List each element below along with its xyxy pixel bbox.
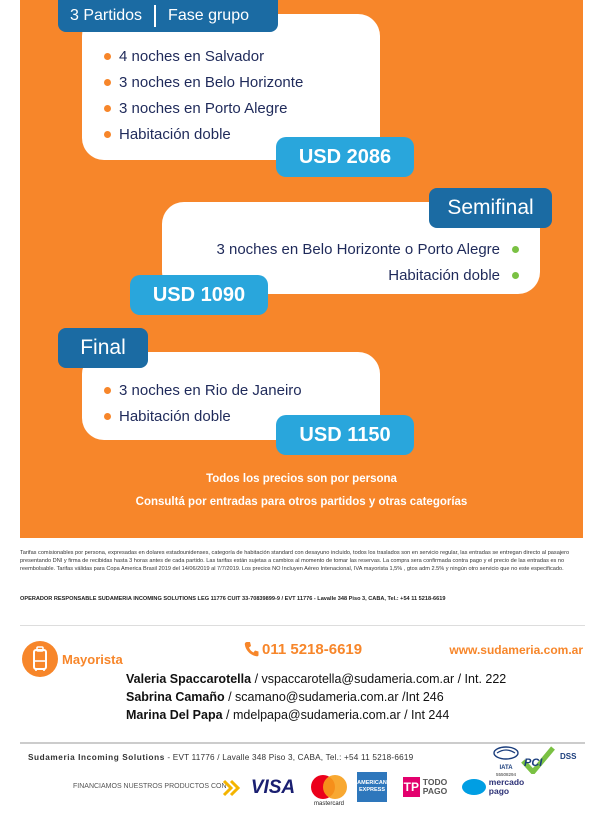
bullet-icon — [512, 246, 519, 253]
group-stage-price: USD 2086 — [276, 137, 414, 177]
mercadopago-text — [489, 778, 524, 796]
operator-line: OPERADOR RESPONSABLE SUDAMERIA INCOMING SOLUTIONS LEG 11776 CUIT 33-70839899-9 / EVT 11776 - Lavalle 348 Piso 3, CABA, Tel.: +54 11 5218-6619 — [20, 596, 446, 602]
iata-label: IATA — [499, 765, 513, 771]
todopago-line-1: TODO — [422, 777, 448, 787]
suitcase-icon — [22, 641, 58, 677]
handshake-icon — [462, 779, 486, 795]
company-address: - EVT 11776 / Lavalle 348 Piso 3, CABA, Tel.: +54 11 5218-6619 — [164, 753, 414, 762]
iata-code: 55508294 — [495, 772, 517, 777]
contact-detail[interactable]: / scamano@sudameria.com.ar /Int 246 — [224, 690, 444, 704]
chevron-right-icon — [222, 778, 242, 798]
list-item-label: Habitación doble — [119, 407, 231, 425]
dss-logo — [556, 746, 586, 774]
bullet-icon — [104, 131, 111, 138]
contact-list — [126, 672, 506, 726]
mercadopago-line-1: mercado — [488, 777, 525, 787]
website-link[interactable]: www.sudameria.com.ar — [449, 643, 583, 657]
per-person-note: Todos los precios son por persona — [206, 473, 397, 485]
list-item-label: 3 noches en Belo Horizonte — [119, 73, 304, 91]
list-item — [104, 95, 303, 121]
final-list — [104, 377, 302, 429]
todopago-text — [423, 778, 447, 796]
consult-note: Consultá por entradas para otros partidos y otras categorías — [135, 496, 468, 508]
list-item-label: Habitación doble — [119, 125, 231, 143]
mercadopago-line-2: pago — [488, 786, 510, 796]
semifinal-tab: Semifinal — [429, 188, 552, 228]
amex-logo — [357, 772, 387, 802]
group-stage-tab-subtitle: Fase grupo — [168, 7, 249, 24]
phone-number[interactable]: 011 5218-6619 — [262, 641, 363, 658]
iata-globe-icon — [493, 746, 519, 760]
mercadopago-logo — [457, 772, 529, 802]
contact-row — [126, 672, 506, 690]
bullet-icon — [104, 53, 111, 60]
fine-print: Tarifas comisionables por persona, expresadas en dolares estadounidenses, categoría de habitación standard con desayuno incluido, todos los traslados son en servicio regular, las entradas se entregan directo al pasajero presentando DNI y firma de recibidas hasta 3 horas antes de cada partido. Las tarifas están sujetas a cambios al momento de tomar las reservas. La compra sera confirmada contra pago y el precio de las entradas es no reembolsable. Tarifas válidas para Copa America Brasil 2019 del 14/06/2019 al 7/7/2019. Los precios NO Incluyen Aéreo Intenacional, IVA mayorista 1,5% , gtos adm 2.5% y ningún otro servicio que no este especificado. — [20, 550, 570, 572]
divider — [20, 625, 585, 626]
final-price: USD 1150 — [276, 415, 414, 455]
list-item — [104, 121, 303, 147]
contact-name: Valeria Spaccarotella — [126, 672, 252, 686]
phone-icon — [244, 641, 259, 661]
list-item-label: Habitación doble — [388, 266, 500, 284]
group-stage-list — [104, 43, 303, 147]
mastercard-label: mastercard — [313, 801, 344, 807]
list-item-label: 3 noches en Porto Alegre — [119, 99, 288, 117]
list-item-label: 4 noches en Salvador — [119, 47, 265, 65]
company-footer — [28, 753, 413, 762]
list-item — [104, 43, 303, 69]
todopago-mark: TP — [403, 777, 420, 797]
final-tab: Final — [58, 328, 148, 368]
mastercard-logo — [307, 772, 351, 810]
mastercard-circles-icon — [309, 775, 349, 799]
semifinal-price: USD 1090 — [130, 275, 268, 315]
contact-detail[interactable]: / vspaccarotella@sudameria.com.ar / Int. 222 — [251, 672, 507, 686]
bullet-icon — [104, 387, 111, 394]
list-item-label: 3 noches en Rio de Janeiro — [119, 381, 302, 399]
group-stage-tab — [58, 0, 278, 32]
todopago-line-2: PAGO — [422, 786, 448, 796]
contact-name: Marina Del Papa — [126, 708, 223, 722]
visa-logo: VISA — [250, 777, 296, 798]
list-item — [216, 236, 519, 262]
mayorista-label: Mayorista — [62, 652, 123, 667]
pci-logo — [521, 746, 555, 774]
financing-label: FINANCIAMOS NUESTROS PRODUCTOS CON — [73, 783, 227, 790]
bullet-icon — [104, 413, 111, 420]
pci-label: PCI — [524, 757, 543, 769]
tab-divider — [154, 5, 156, 27]
company-name: Sudameria Incoming Solutions — [28, 753, 165, 762]
list-item — [104, 377, 302, 403]
amex-line-2: EXPRESS — [359, 787, 385, 793]
contact-detail[interactable]: / mdelpapa@sudameria.com.ar / Int 244 — [222, 708, 450, 722]
list-item — [104, 403, 302, 429]
dss-label: DSS — [560, 752, 577, 761]
group-stage-tab-title: 3 Partidos — [70, 7, 143, 24]
bullet-icon — [104, 105, 111, 112]
amex-line-1: AMERICAN — [357, 780, 387, 786]
contact-row — [126, 690, 506, 708]
bullet-icon — [512, 272, 519, 279]
contact-row — [126, 708, 506, 726]
bullet-icon — [104, 79, 111, 86]
list-item-label: 3 noches en Belo Horizonte o Porto Alegre — [216, 240, 500, 258]
todopago-logo — [398, 772, 452, 802]
divider — [20, 742, 585, 744]
list-item — [104, 69, 303, 95]
contact-name: Sabrina Camaño — [126, 690, 225, 704]
